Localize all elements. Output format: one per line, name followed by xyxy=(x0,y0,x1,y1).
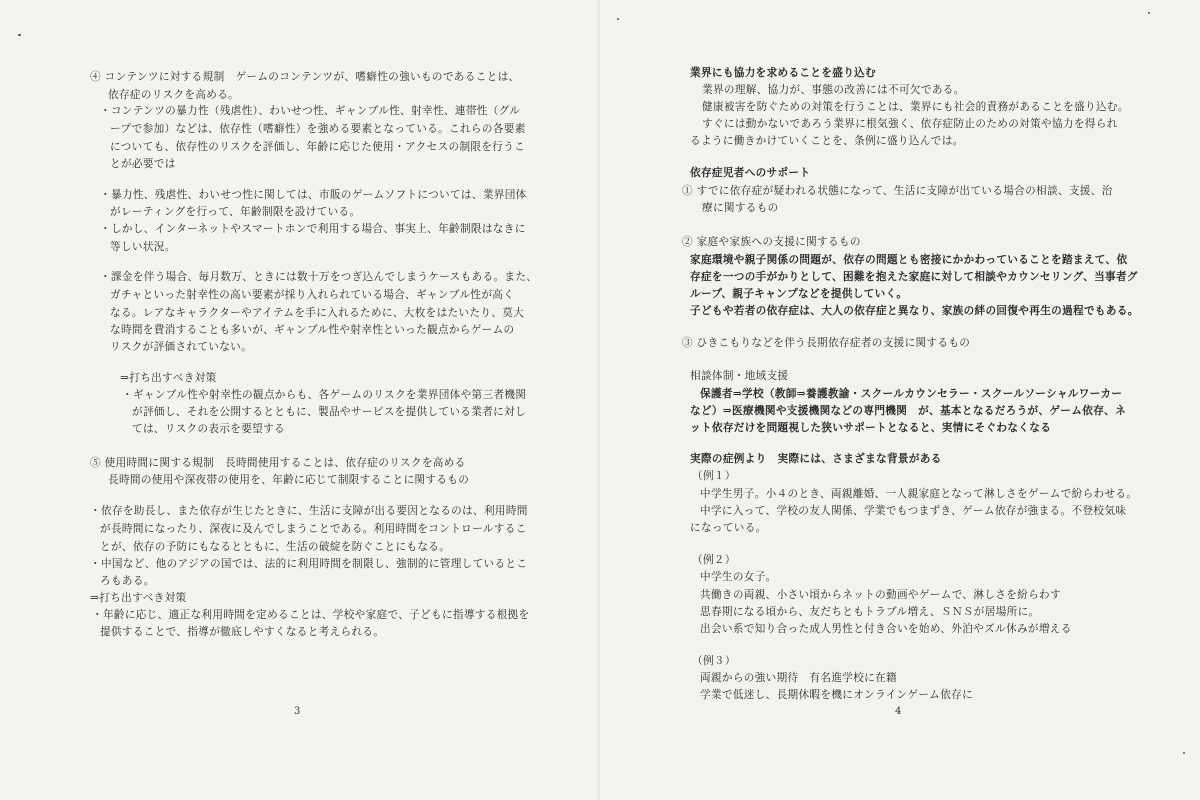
text-line: 家庭環境や親子関係の問題が、依存の問題とも密接にかかわっていることを踏まえて、依 xyxy=(690,254,1128,266)
text-line: 中学生の女子。 xyxy=(700,571,777,583)
text-line: 長時間の使用や深夜帯の使用を、年齢に応じて制限することに関するもの xyxy=(108,474,470,486)
text-line: 提供することで、指導が徹底しやすくなると考えられる。 xyxy=(100,626,385,638)
text-line: ② 家庭や家族への支援に関するもの xyxy=(682,236,861,248)
text-line: ・課金を伴う場合、毎月数万、ときには数十万をつぎ込んでしまうケースもある。また、 xyxy=(100,271,538,283)
text-line: 健康被害を防ぐための対策を行うことは、業界にも社会的責務があることを盛り込む。 xyxy=(702,101,1129,113)
text-line: 出会い系で知り合った成人男性と付き合いを始め、外泊やズル休みが増える xyxy=(700,623,1072,635)
example-label: （例３） xyxy=(692,655,736,667)
text-line: 保護者⇒学校（教師⇒養護教諭・スクールカウンセラー・スクールソーシャルワーカー xyxy=(700,388,1123,400)
text-line: ・ギャンブル性や射幸性の観点からも、各ゲームのリスクを業界団体や第三者機関 xyxy=(122,389,527,401)
text-line: 相談体制・地域支援 xyxy=(690,370,789,382)
text-line: がレーティングを行って、年齢制限を設けている。 xyxy=(110,206,361,218)
text-line: ・コンテンツの暴力性（残虐性）、わいせつ性、ギャンブル性、射幸性、連帯性（グル xyxy=(100,105,521,117)
text-line: になっている。 xyxy=(690,522,767,534)
text-line: 両親からの強い期待 有名進学校に在籍 xyxy=(700,672,897,684)
example-label: （例２） xyxy=(692,554,736,566)
text-line: ガチャといった射幸性の高い要素が採り入れられている場合、ギャンブル性が高く xyxy=(110,289,515,301)
text-line: ③ ひきこもりなどを伴う長期依存症者の支援に関するもの xyxy=(682,337,971,349)
text-line: 療に関するもの xyxy=(702,202,779,214)
text-line: るように働きかけていくことを、条例に盛り込んでは。 xyxy=(690,135,964,147)
page-4 xyxy=(600,0,1200,800)
text-line: 業界の理解、協力が、事態の改善には不可欠である。 xyxy=(702,84,965,96)
text-line: 学業で低迷し、長期休暇を機にオンラインゲーム依存に xyxy=(700,689,974,701)
page-number: 3 xyxy=(294,706,301,717)
scan-speck xyxy=(1183,752,1185,754)
text-line: ⇒打ち出すべき対策 xyxy=(120,372,217,384)
text-line: 存症を一つの手がかりとして、困難を抱えた家庭に対して相談やカウンセリング、当事者グ xyxy=(690,271,1138,283)
section-heading: 業界にも協力を求めることを盛り込む xyxy=(690,67,877,79)
text-line: 中学生男子。小４のとき、両親離婚、一人親家庭となって淋しさをゲームで紛らわせる。 xyxy=(700,488,1138,500)
text-line: リスクが評価されていない。 xyxy=(110,341,253,353)
text-line: 依存症のリスクを高める。 xyxy=(108,89,240,101)
text-line: なる。レアなキャラクターやアイテムを手に入れるために、大枚をはたいたり、莫大 xyxy=(110,307,525,319)
scan-speck xyxy=(1148,12,1150,14)
text-line: とが、依存の予防にもなるとともに、生活の破綻を防ぐことにもなる。 xyxy=(100,541,451,553)
text-line: ・依存を助長し、また依存が生じたときに、生活に支障が出る要因となるのは、利用時間 xyxy=(90,505,528,517)
text-line: が評価し、それを公開するとともに、製品やサービスを提供している業者に対し xyxy=(132,406,526,418)
text-line: についても、依存性のリスクを評価し、年齢に応じた使用・アクセスの制限を行うこ xyxy=(110,141,526,153)
text-line: 思春期になる頃から、友だちともトラブル増え、ＳＮＳが居場所に。 xyxy=(700,606,1040,618)
section-heading: 依存症児者へのサポート xyxy=(690,167,811,179)
text-line: ① すでに依存症が疑われる状態になって、生活に支障が出ている場合の相談、支援、治 xyxy=(682,185,1113,197)
text-line: ループ、親子キャンプなどを提供していく。 xyxy=(690,288,908,300)
text-line: ては、リスクの表示を要望する xyxy=(132,423,285,435)
section-heading: 実際の症例より 実際には、さまざまな背景がある xyxy=(690,453,942,465)
text-line: すぐには動かないであろう業界に根気強く、依存症防止のための対策や協力を得られ xyxy=(702,118,1118,130)
text-line: 等しい状況。 xyxy=(110,241,176,253)
text-line: な時間を費消することも多いが、ギャンブル性や射幸性といった観点からゲームの xyxy=(110,324,515,336)
text-line: とが必要では xyxy=(110,158,176,170)
text-line: ・しかし、インターネットやスマートホンで利用する場合、事実上、年齢制限はなきに xyxy=(100,223,526,235)
text-line: ⇒打ち出すべき対策 xyxy=(90,592,187,604)
text-line: ット依存だけを問題視した狭いサポートとなると、実情にそぐわなくなる xyxy=(690,422,1052,434)
text-line: ープで参加）などは、依存性（嗜癖性）を強める要素となっている。これらの各要素 xyxy=(110,123,526,135)
scan-speck xyxy=(617,18,619,20)
text-line: ・中国など、他のアジアの国では、法的に利用時間を制限し、強制的に管理しているとこ xyxy=(90,558,528,570)
text-line: など）⇒医療機関や支援機関などの専門機関 が、基本となるだろうが、ゲーム依存、ネ xyxy=(690,405,1127,417)
text-line: ・暴力性、残虐性、わいせつ性に関しては、市販のゲームソフトについては、業界団体 xyxy=(100,189,527,201)
scan-speck xyxy=(18,34,21,36)
page-number: 4 xyxy=(895,706,902,717)
text-line: ④ コンテンツに対する規制 ゲームのコンテンツが、嗜癖性の強いものであることは、 xyxy=(90,71,520,83)
text-line: 子どもや若者の依存症は、大人の依存症と異なり、家族の絆の回復や再生の過程でもある。 xyxy=(690,305,1139,317)
text-line: ⑤ 使用時間に関する規制 長時間使用することは、依存症のリスクを高める xyxy=(90,457,466,469)
example-label: （例１） xyxy=(692,470,736,482)
text-line: が長時間になったり、深夜に及んでしまうことである。利用時間をコントロールするこ xyxy=(100,523,527,535)
text-line: 中学に入って、学校の友人関係、学業でもつまずき、ゲーム依存が強まる。不登校気味 xyxy=(700,505,1127,517)
text-line: 共働きの両親、小さい頃からネットの動画やゲームで、淋しさを紛らわす xyxy=(700,589,1061,601)
text-line: ろもある。 xyxy=(100,575,155,587)
text-line: ・年齢に応じ、適正な利用時間を定めることは、学校や家庭で、子どもに指導する根拠を xyxy=(92,609,530,621)
